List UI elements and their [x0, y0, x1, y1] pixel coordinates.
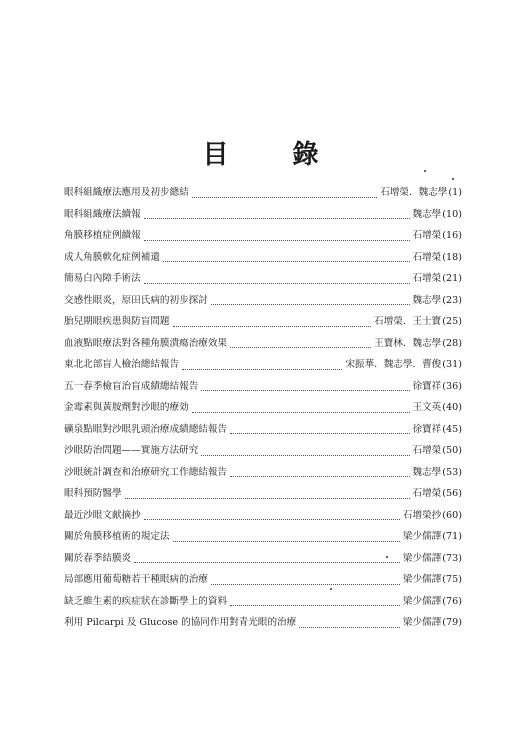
- entry-author: 梁少儒譯: [402, 552, 442, 564]
- leader-dots: [125, 487, 410, 499]
- toc-entry[interactable]: [64, 376, 462, 398]
- entry-page: ( 71 ): [442, 526, 462, 548]
- leader-dots: [230, 336, 371, 348]
- entry-title: 眼科組織療法續報: [64, 208, 141, 220]
- toc-entry[interactable]: [64, 204, 462, 226]
- entry-author: 石增榮．王士寶: [374, 316, 442, 327]
- entry-author: 石增榮: [412, 488, 442, 499]
- leader-dots: [201, 444, 409, 456]
- entry-title: 胎兒期眼疾患與防盲問題: [64, 316, 170, 327]
- entry-page: ( 60 ): [442, 505, 462, 527]
- leader-dots: [144, 508, 400, 520]
- entry-title: 眼科組織療法應用及初步總結: [64, 187, 189, 198]
- toc-entry[interactable]: [64, 462, 462, 484]
- entry-author: 石增榮．魏志學: [380, 187, 448, 198]
- entry-page: ( 50 ): [442, 440, 462, 462]
- leader-dots: [211, 573, 400, 585]
- leader-dots: [192, 401, 410, 413]
- entry-page: ( 56 ): [442, 483, 462, 505]
- toc-entry[interactable]: [64, 505, 462, 527]
- entry-title: 眼科預防醫學: [64, 488, 122, 499]
- table-of-contents: [64, 182, 462, 634]
- entry-author: 王文英: [412, 402, 442, 413]
- entry-author: 石增榮: [412, 445, 442, 456]
- entry-author: 梁少儒譯: [402, 595, 442, 607]
- heading-char-right: 錄: [292, 140, 321, 170]
- entry-author: 梁少儒譯: [402, 574, 442, 585]
- entry-title: 最近沙眼文献摘抄: [64, 509, 141, 521]
- leader-dots: [144, 229, 410, 241]
- leader-dots: [211, 293, 410, 305]
- entry-author: 石增榮: [412, 230, 442, 241]
- entry-title: 沙眼統計調查和治療研究工作總結報告: [64, 466, 228, 478]
- entry-author: 石增榮: [412, 251, 442, 263]
- toc-entry[interactable]: [64, 182, 462, 204]
- entry-title: 缺乏維生素的疾症狀在診斷學上的資料: [64, 595, 228, 607]
- entry-title: 血液點眼療法對各種角膜潰瘍治療效果: [64, 337, 228, 349]
- entry-page: ( 75 ): [442, 569, 462, 591]
- toc-entry[interactable]: [64, 333, 462, 355]
- entry-page: ( 53 ): [442, 462, 462, 484]
- toc-entry[interactable]: [64, 591, 462, 613]
- toc-entry[interactable]: [64, 225, 462, 247]
- scan-speck: [452, 178, 454, 180]
- leader-dots: [230, 594, 400, 606]
- leader-dots: [173, 530, 400, 542]
- toc-entry[interactable]: [64, 526, 462, 548]
- leader-dots: [163, 250, 410, 262]
- entry-page: ( 40 ): [442, 397, 462, 419]
- entry-title: 成人角膜軟化症例補遺: [64, 251, 160, 263]
- entry-author: 王寶林．魏志學: [374, 337, 442, 349]
- leader-dots: [192, 186, 378, 198]
- leader-dots: [201, 379, 409, 391]
- leader-dots: [182, 358, 342, 370]
- entry-author: 梁少儒譯: [402, 617, 442, 628]
- entry-page: ( 31 ): [442, 354, 462, 376]
- leader-dots: [173, 315, 372, 327]
- entry-author: 宋振華．魏志學．曹俊: [345, 359, 442, 370]
- entry-title: 局部應用葡萄糖若干種眼病的治療: [64, 574, 208, 585]
- leader-dots: [230, 465, 409, 477]
- toc-entry[interactable]: [64, 548, 462, 570]
- entry-title: 沙眼防治問題——實施方法研究: [64, 445, 199, 456]
- entry-page: ( 79 ): [442, 612, 462, 634]
- toc-entry[interactable]: [64, 311, 462, 333]
- entry-title: 交感性眼炎，原田氏病的初步探討: [64, 294, 208, 306]
- entry-author: 石增榮: [412, 273, 442, 284]
- scan-speck: [386, 556, 388, 558]
- toc-entry[interactable]: [64, 569, 462, 591]
- entry-page: ( 45 ): [442, 419, 462, 441]
- entry-author: 魏志學: [412, 466, 442, 478]
- toc-entry[interactable]: [64, 483, 462, 505]
- leader-dots: [134, 551, 400, 563]
- entry-author: 徐寶祥: [412, 423, 442, 435]
- entry-page: ( 18 ): [442, 247, 462, 269]
- entry-page: ( 16 ): [442, 225, 462, 247]
- scan-speck: [424, 170, 426, 172]
- entry-page: ( 73 ): [442, 548, 462, 570]
- toc-entry[interactable]: [64, 354, 462, 376]
- entry-author: 魏志學: [412, 294, 442, 306]
- entry-page: ( 1 ): [448, 182, 462, 204]
- leader-dots: [144, 272, 410, 284]
- toc-entry[interactable]: [64, 397, 462, 419]
- entry-title: 關於角膜移植術的規定法: [64, 531, 170, 542]
- entry-title: 東北北部盲人檢治總結報告: [64, 359, 180, 370]
- entry-title: 簡易白內障手術法: [64, 273, 141, 284]
- toc-entry[interactable]: [64, 612, 462, 634]
- entry-author: 徐寶祥: [412, 380, 442, 392]
- entry-author: 梁少儒譯: [402, 531, 442, 542]
- toc-entry[interactable]: [64, 440, 462, 462]
- entry-author: 魏志學: [412, 208, 442, 220]
- entry-page: ( 25 ): [442, 311, 462, 333]
- entry-author: 石增榮抄: [402, 509, 442, 521]
- toc-entry[interactable]: [64, 268, 462, 290]
- scan-speck: [330, 588, 332, 590]
- toc-entry[interactable]: [64, 419, 462, 441]
- entry-page: ( 10 ): [442, 204, 462, 226]
- entry-page: ( 36 ): [442, 376, 462, 398]
- entry-title: 關於春季結膜炎: [64, 552, 132, 564]
- leader-dots: [144, 207, 410, 219]
- toc-entry[interactable]: [64, 290, 462, 312]
- entry-title: 礦泉點眼對沙眼乳頭治療成績總結報告: [64, 423, 228, 435]
- toc-heading: [0, 134, 523, 171]
- leader-dots: [230, 422, 409, 434]
- entry-title: 五一春季檢盲治盲成績總結報告: [64, 380, 199, 392]
- toc-entry[interactable]: [64, 247, 462, 269]
- entry-page: ( 23 ): [442, 290, 462, 312]
- entry-page: ( 76 ): [442, 591, 462, 613]
- leader-dots: [299, 616, 400, 628]
- entry-page: ( 21 ): [442, 268, 462, 290]
- entry-title: 利用 Pilcarpi 及 Glucose 的協同作用對青光眼的治療: [64, 617, 297, 628]
- entry-title: 金霉素與黃胺劑對沙眼的療効: [64, 402, 189, 413]
- entry-page: ( 28 ): [442, 333, 462, 355]
- heading-char-left: 目: [202, 140, 231, 170]
- entry-title: 角膜移植症例續報: [64, 230, 141, 241]
